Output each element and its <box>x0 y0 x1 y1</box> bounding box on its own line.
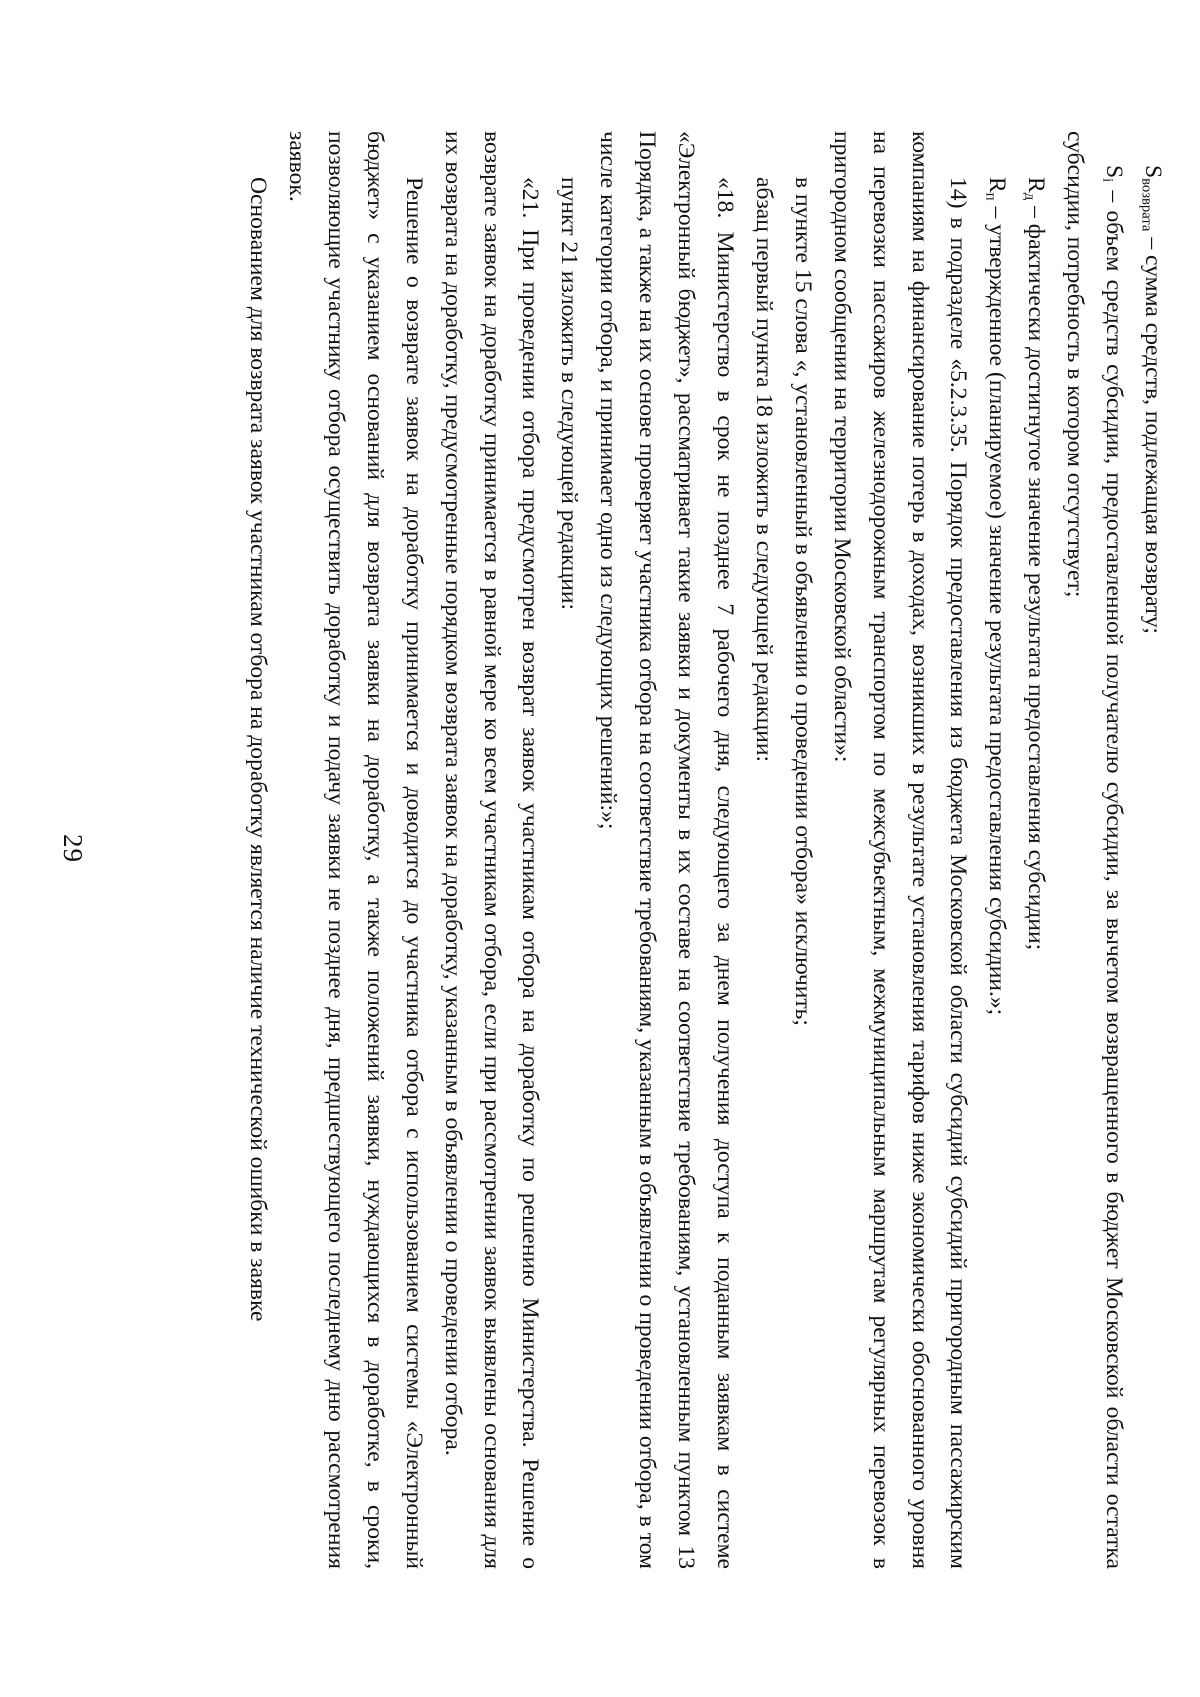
formula-line-r-d <box>1016 131 1055 1569</box>
subscript: i <box>1099 178 1116 183</box>
formula-line-s-i <box>1055 131 1133 1569</box>
formula-line-s-return <box>1133 131 1172 1569</box>
line-text: – сумма средств, подлежащая возврату; <box>1140 231 1166 634</box>
line-text: – фактически достигнутое значение результата предоставления субсидии; <box>1023 200 1050 951</box>
line-text: – утвержденное (планируемое) значение результата предоставления субсидии.»; <box>984 200 1011 1016</box>
subscript: возврата <box>1138 178 1155 232</box>
paragraph: Решение о возврате заявок на доработку принимается и доводится до участника отбора с использованием системы «Электронный бюджет» с указанием оснований для возврата заявки на доработку, а также положений заявки, нуждающихся в доработке, в сроки, позволяющие участнику отбора осуществить доработку и подачу заявки не позднее дня, предшествующего последнему дню рассмотрения заявок. <box>284 131 427 1569</box>
symbol: R <box>1023 177 1050 193</box>
line-text: – объем средств субсидии, предоставленной получателю субсидии, за вычетом возвращенного в бюджет Московской области остатка субсидии, потребность в котором отсутствует; <box>1062 131 1128 1569</box>
subscript: д <box>1021 192 1038 201</box>
symbol: S <box>1140 165 1166 179</box>
paragraph: «21. При проведении отбора предусмотрен возврат заявок участникам отбора на доработку по решению Министерства. Решение о возврате заявок на доработку принимается в равной мере ко всем участникам отбора, если при рассмотрении заявок выявлены основания для их возврата на доработку, предусмотренные порядком возврата заявок на доработку, указанным в объявлении о проведении отбора. <box>439 131 544 1569</box>
paragraph: в пункте 15 слова «, установленный в объявлении о проведении отбора» исключить; <box>789 177 816 1026</box>
symbol: S <box>1101 165 1128 179</box>
symbol: R <box>984 177 1011 193</box>
paragraph: пункт 21 изложить в следующей редакции: <box>556 177 583 611</box>
document-body <box>238 131 1172 1569</box>
page-number: 29 <box>58 834 88 863</box>
paragraph: «18. Министерство в срок не позднее 7 рабочего дня, следующего за днем получения доступа к поданным заявкам в системе «Электронный бюджет», рассматривает такие заявки и документы в их составе на соответствие требованиям, установленным пунктом 13 Порядка, а также на их основе проверяет участника отбора на соответствие требованиям, указанным в объявлении о проведении отбора, в том числе категории отбора, и принимает одно из следующих решений:»; <box>595 131 739 1569</box>
subscript: п <box>982 192 999 201</box>
formula-line-r-p <box>977 131 1016 1569</box>
paragraph: 14) в подразделе «5.2.3.35. Порядок предоставления из бюджета Московской области субсидий субсидий пригородным пассажирским компаниям на финансирование потерь в доходах, возникших в результате установления тарифов ниже экономически обоснованного уровня на перевозки пассажиров железнодорожным транспортом по межсубъектным, межмуниципальным маршрутам регулярных перевозок в пригородном сообщении на территории Московской области»: <box>828 131 972 1569</box>
paragraph: Основанием для возврата заявок участникам отбора на доработку является наличие технической ошибки в заявке <box>245 177 272 1322</box>
paragraph: абзац первый пункта 18 изложить в следующей редакции: <box>750 177 777 763</box>
